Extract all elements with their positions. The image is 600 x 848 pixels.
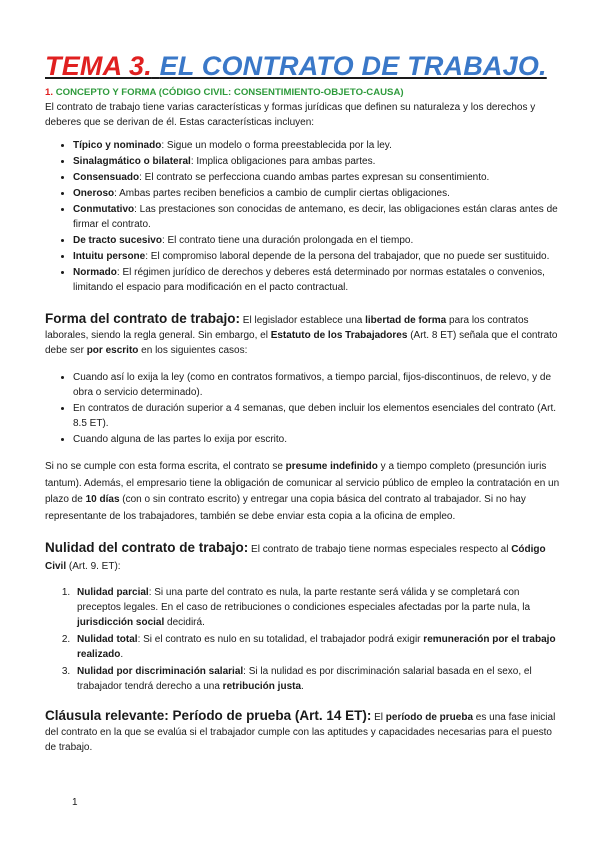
feature-desc: : Implica obligaciones para ambas partes. — [190, 156, 376, 167]
section-heading — [45, 86, 560, 100]
feature-desc: : El contrato se perfecciona cuando ambas partes expresan su consentimiento. — [139, 172, 490, 183]
nulidad-bold: remuneración por el trabajo realizado — [77, 634, 556, 660]
feature-term: Sinalagmático o bilateral — [73, 156, 191, 167]
nulidad-list — [45, 585, 560, 694]
title-number: TEMA 3. — [45, 51, 152, 81]
prueba-text: El — [371, 712, 386, 723]
prueba-heading: Cláusula relevante: Período de prueba (Art. 14 ET): — [45, 708, 372, 723]
nulidad-desc: : Si una parte del contrato es nula, la parte restante será válida y se completará con preceptos legales. En el caso de retribuciones o condiciones especiales afectadas por la parte nula, la — [77, 587, 531, 613]
nulidad-term: Nulidad total — [77, 634, 138, 645]
list-item — [73, 585, 560, 630]
feature-desc: : El contrato tiene una duración prolongada en el tiempo. — [161, 235, 414, 246]
forma-text: El legislador establece una — [240, 315, 366, 326]
list-item — [73, 186, 560, 201]
forma-bold: presume indefinido — [285, 461, 378, 472]
list-item: • Cuando así lo exija la ley (como en contratos formativos, a tiempo parcial, fijos-discontinuos, de relevo, y de obra o servicio determinado). — [73, 370, 560, 400]
nulidad-term: Nulidad parcial — [77, 587, 149, 598]
list-item: • En contratos de duración superior a 4 semanas, que deben incluir los elementos esenciales del contrato (Art. 8.5 ET). — [73, 401, 560, 431]
forma-text: para los contratos laborales, siendo la regla general. Sin embargo, el — [45, 315, 529, 341]
prueba-text: es una fase inicial del contrato en la que se evalúa si el trabajador cumple con las aptitudes y capacidades necesarias para el puesto de trabajo. — [45, 712, 556, 753]
list-item — [73, 233, 560, 248]
nulidad-term: Nulidad por discriminación salarial — [77, 666, 244, 677]
list-item — [73, 170, 560, 185]
section-intro: El contrato de trabajo tiene varias características y formas jurídicas que definen su naturaleza y los derechos y deberes que se derivan de él. Estas características incluyen: — [45, 102, 536, 128]
feature-desc: : Las prestaciones son conocidas de antemano, es decir, las obligaciones están claras antes de firmar el contrato. — [73, 204, 558, 230]
list-item — [73, 202, 560, 232]
feature-term: De tracto sucesivo — [73, 235, 162, 246]
forma-paragraph — [45, 311, 560, 358]
nulidad-bold: jurisdicción social — [77, 617, 165, 628]
feature-term: Oneroso — [73, 188, 115, 199]
list-item — [73, 154, 560, 169]
page-number: 1 — [72, 797, 78, 808]
forma-bold: libertad de forma — [365, 315, 447, 326]
nulidad-desc: : Si la nulidad es por discriminación salarial basada en el sexo, el trabajador tendrá derecho a una — [77, 666, 532, 692]
nulidad-paragraph — [45, 539, 560, 575]
features-list — [45, 138, 560, 295]
nulidad-bold: Código Civil — [45, 544, 546, 572]
section-heading-text: CONCEPTO Y FORMA (CÓDIGO CIVIL: CONSENTIMIENTO-OBJETO-CAUSA) — [55, 87, 404, 98]
nulidad-desc: : Si el contrato es nulo en su totalidad, el trabajador podrá exigir — [137, 634, 424, 645]
nulidad-desc: . — [301, 681, 304, 692]
nulidad-bold: retribución justa — [222, 681, 302, 692]
forma-bold: 10 días — [85, 494, 120, 505]
title-text: EL CONTRATO DE TRABAJO. — [159, 51, 547, 81]
forma-text: y a tiempo completo (presunción iuris tantum). Además, el empresario tiene la obligación de comunicar al servicio público de empleo la contratación en un plazo de — [45, 461, 560, 505]
nulidad-desc: . — [120, 649, 124, 660]
prueba-bold: período de prueba — [385, 712, 474, 723]
list-item — [73, 138, 560, 153]
forma-heading: Forma del contrato de trabajo: — [45, 311, 241, 326]
nulidad-text: (Art. 9. ET): — [66, 561, 121, 572]
prueba-paragraph — [45, 708, 560, 755]
nulidad-heading: Nulidad del contrato de trabajo: — [45, 540, 249, 555]
feature-term: Típico y nominado — [73, 140, 162, 151]
feature-desc: : El régimen jurídico de derechos y deberes está determinado por normas estatales o convenios, limitando el espacio para modificación en el pacto contractual. — [73, 267, 545, 293]
nulidad-desc: decidirá. — [164, 617, 205, 628]
feature-term: Conmutativo — [73, 204, 135, 215]
list-item — [73, 249, 560, 264]
list-item — [73, 632, 560, 662]
forma-text: (Art. 8 ET) señala que el contrato debe ser — [45, 330, 558, 356]
feature-term: Intuitu persone — [73, 251, 146, 262]
feature-desc: : Sigue un modelo o forma preestablecida por la ley. — [161, 140, 392, 151]
forma-section — [45, 311, 560, 525]
list-item: • Cuando alguna de las partes lo exija por escrito. — [73, 432, 560, 447]
feature-desc: : El compromiso laboral depende de la persona del trabajador, que no puede ser sustituido. — [145, 251, 550, 262]
nulidad-text: El contrato de trabajo tiene normas especiales respecto al — [248, 544, 512, 555]
nulidad-section — [45, 539, 560, 694]
forma-bold: por escrito — [86, 345, 139, 356]
feature-term: Normado — [73, 267, 117, 278]
section-number: 1. — [45, 87, 54, 98]
forma-paragraph-2 — [45, 459, 560, 525]
cases-list — [45, 370, 560, 447]
forma-text: Si no se cumple con esta forma escrita, el contrato se — [45, 461, 286, 472]
list-item — [73, 265, 560, 295]
page-content — [45, 50, 560, 755]
feature-desc: : Ambas partes reciben beneficios a cambio de cumplir ciertas obligaciones. — [114, 188, 450, 199]
feature-term: Consensuado — [73, 172, 140, 183]
forma-bold: Estatuto de los Trabajadores — [270, 330, 408, 341]
list-item — [73, 664, 560, 694]
forma-text: en los siguientes casos: — [138, 345, 248, 356]
prueba-section — [45, 708, 560, 755]
forma-text: (con o sin contrato escrito) y entregar una copia básica del contrato al trabajador. Si no hay representante de los trabajadores, también se debe enviar esta copia a la oficina de empleo. — [45, 494, 526, 522]
page-title — [45, 50, 560, 82]
